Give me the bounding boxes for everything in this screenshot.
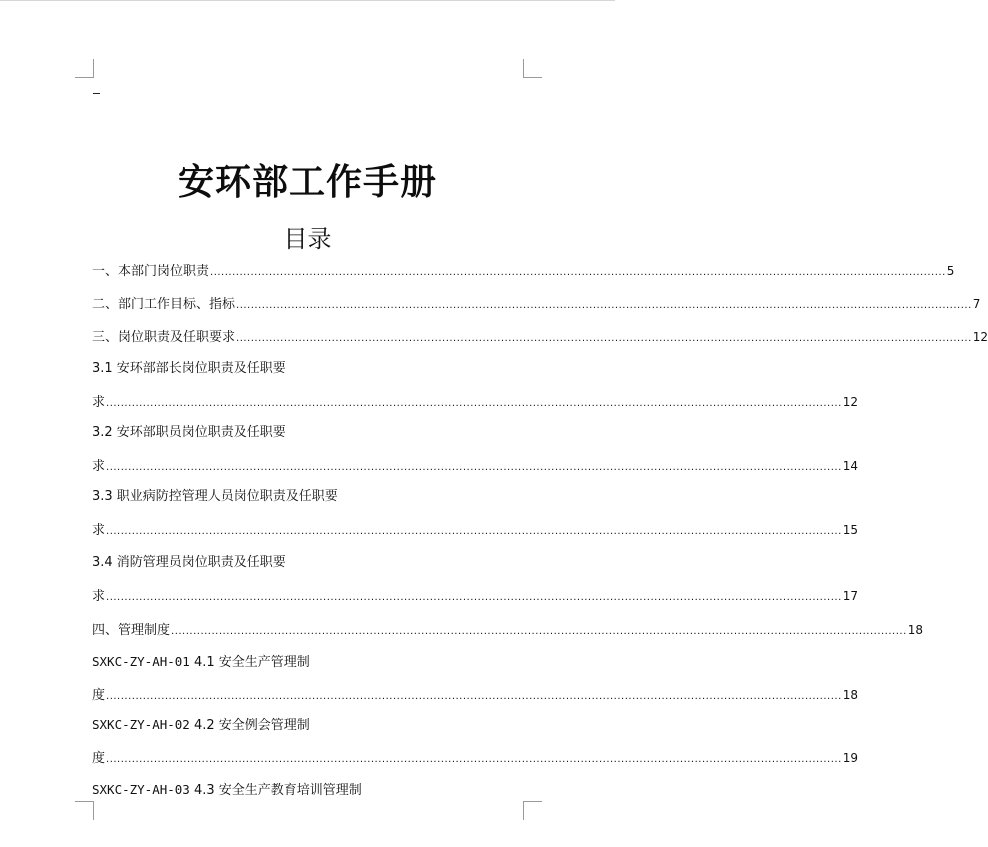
toc-entry-label: 二、部门工作目标、指标	[92, 297, 236, 312]
toc-entry-page: 18	[842, 688, 859, 702]
toc-entry-label-line2: 求	[92, 523, 106, 538]
toc-entry[interactable]	[92, 294, 981, 314]
toc-entry[interactable]	[92, 456, 859, 476]
toc-entry[interactable]	[92, 620, 924, 640]
toc-entry[interactable]	[92, 586, 859, 606]
toc-leader-dots: ........................................................................................................................................................................................................	[106, 754, 842, 765]
toc-leader-dots: ........................................................................................................................................................................................................	[106, 691, 842, 702]
toc-entry-label-line1[interactable]	[92, 652, 310, 673]
toc-entry-code: SXKC-ZY-AH-03	[92, 782, 190, 797]
toc-entry-code: SXKC-ZY-AH-01	[92, 654, 190, 669]
toc-leader-dots: ........................................................................................................................................................................................................	[171, 626, 907, 637]
toc-entry-label: 四、管理制度	[92, 623, 171, 638]
page-corner-mark-bottom-left	[75, 801, 94, 820]
toc-entry-label: 一、本部门岗位职责	[92, 264, 210, 279]
toc-entry-page: 18	[907, 623, 924, 637]
document-title: 安环部工作手册	[177, 161, 437, 203]
toc-entry-page: 12	[972, 330, 988, 344]
toc-entry-label-line1[interactable]	[92, 715, 310, 736]
toc-entry-label: 4.1 安全生产管理制	[193, 655, 310, 670]
page-corner-mark-bottom-right	[523, 801, 542, 820]
page-corner-mark-top-left	[75, 59, 94, 78]
toc-entry-label-line2: 求	[92, 395, 106, 410]
toc-leader-dots: ........................................................................................................................................................................................................	[236, 333, 972, 344]
toc-entry-label: 4.2 安全例会管理制	[193, 718, 310, 733]
toc-entry-page: 19	[842, 751, 859, 765]
toc-leader-dots: ........................................................................................................................................................................................................	[210, 267, 946, 278]
toc-leader-dots: ........................................................................................................................................................................................................	[106, 592, 842, 603]
text-cursor	[93, 93, 100, 94]
toc-entry[interactable]	[92, 685, 859, 705]
toc-entry-page: 14	[842, 459, 859, 473]
toc-leader-dots: ........................................................................................................................................................................................................	[106, 398, 842, 409]
toc-entry[interactable]	[92, 261, 955, 281]
toc-leader-dots: ........................................................................................................................................................................................................	[236, 300, 972, 311]
toc-entry-label-line2: 度	[92, 751, 106, 766]
toc-entry-page: 17	[842, 589, 859, 603]
toc-entry[interactable]	[92, 520, 859, 540]
toc-leader-dots: ........................................................................................................................................................................................................	[106, 526, 842, 537]
toc-entry-label-line2: 度	[92, 688, 106, 703]
toc-entry-label-line1[interactable]: 3.3 职业病防控管理人员岗位职责及任职要	[92, 489, 338, 504]
toc-entry-code: SXKC-ZY-AH-02	[92, 717, 190, 732]
toc-entry-page: 7	[972, 297, 981, 311]
toc-entry-label-line1[interactable]: 3.4 消防管理员岗位职责及任职要	[92, 555, 286, 570]
toc-entry-label: 4.3 安全生产教育培训管理制	[193, 783, 362, 798]
toc-entry-page: 5	[946, 264, 955, 278]
toc-entry-label-line1[interactable]: 3.1 安环部部长岗位职责及任职要	[92, 361, 286, 376]
toc-entry-page: 15	[842, 523, 859, 537]
toc-entry[interactable]	[92, 748, 859, 768]
toc-entry-label-line1[interactable]: 3.2 安环部职员岗位职责及任职要	[92, 425, 286, 440]
page-corner-mark-top-right	[523, 59, 542, 78]
toc-entry[interactable]	[92, 327, 988, 347]
toc-entry-label-line1[interactable]	[92, 780, 362, 801]
toc-entry-label-line2: 求	[92, 589, 106, 604]
toc-entry[interactable]	[92, 392, 859, 412]
toc-entry-page: 12	[842, 395, 859, 409]
toc-entry-label-line2: 求	[92, 459, 106, 474]
toc-heading: 目录	[283, 225, 332, 253]
toc-leader-dots: ........................................................................................................................................................................................................	[106, 462, 842, 473]
toc-entry-label: 三、岗位职责及任职要求	[92, 330, 236, 345]
